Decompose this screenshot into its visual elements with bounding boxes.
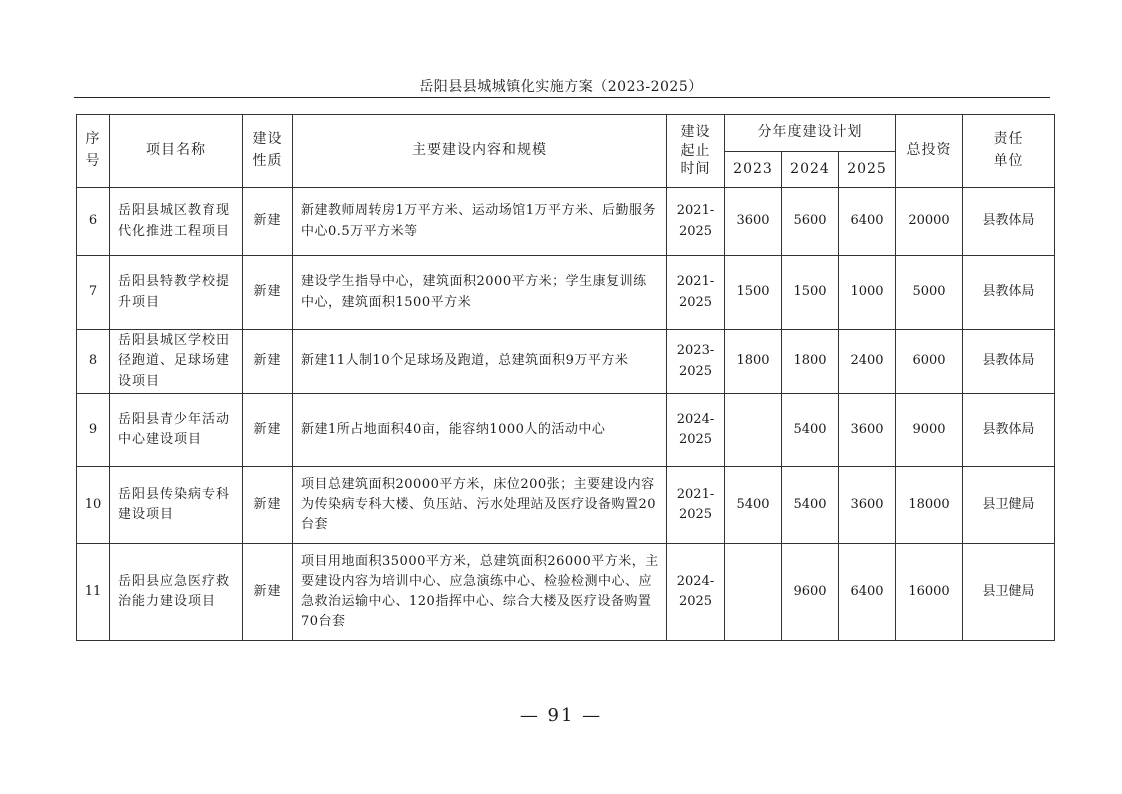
cell-content: 新建11人制10个足球场及跑道，总建筑面积9万平方米 (293, 330, 667, 394)
cell-2025: 3600 (839, 467, 896, 544)
cell-responsible-unit: 县教体局 (963, 256, 1055, 330)
table-header (77, 115, 1055, 188)
cell-2024: 1500 (782, 256, 839, 330)
header-index: 序 号 (77, 115, 110, 188)
header-year-2023: 2023 (725, 152, 782, 188)
cell-index: 7 (77, 256, 110, 330)
cell-2025: 3600 (839, 394, 896, 467)
header-total-investment: 总投资 (896, 115, 963, 188)
cell-responsible-unit: 县教体局 (963, 330, 1055, 394)
cell-period: 2021- 2025 (667, 256, 725, 330)
header-project-name: 项目名称 (110, 115, 243, 188)
cell-nature: 新建 (243, 330, 293, 394)
cell-nature: 新建 (243, 394, 293, 467)
cell-content: 项目用地面积35000平方米，总建筑面积26000平方米，主要建设内容为培训中心、应急演练中心、检验检测中心、应急救治运输中心、120指挥中心、综合大楼及医疗设备购置70台套 (293, 544, 667, 641)
cell-responsible-unit: 县教体局 (963, 394, 1055, 467)
cell-responsible-unit: 县卫健局 (963, 544, 1055, 641)
cell-content: 新建教师周转房1万平方米、运动场馆1万平方米、后勤服务中心0.5万平方米等 (293, 188, 667, 256)
cell-period: 2024- 2025 (667, 544, 725, 641)
header-year-2024: 2024 (782, 152, 839, 188)
cell-period: 2024- 2025 (667, 394, 725, 467)
table-row (77, 394, 1055, 467)
cell-2024: 1800 (782, 330, 839, 394)
page-number: — 91 — (519, 705, 603, 726)
cell-2025: 1000 (839, 256, 896, 330)
cell-period: 2021- 2025 (667, 467, 725, 544)
cell-2023 (725, 394, 782, 467)
cell-2024: 9600 (782, 544, 839, 641)
table-row (77, 544, 1055, 641)
header-annual-plan: 分年度建设计划 (725, 115, 896, 152)
cell-responsible-unit: 县卫健局 (963, 467, 1055, 544)
cell-2024: 5400 (782, 467, 839, 544)
cell-project-name: 岳阳县应急医疗救治能力建设项目 (110, 544, 243, 641)
table-row (77, 256, 1055, 330)
cell-2023: 3600 (725, 188, 782, 256)
cell-index: 9 (77, 394, 110, 467)
header-period: 建设 起止 时间 (667, 115, 725, 188)
cell-index: 8 (77, 330, 110, 394)
cell-index: 11 (77, 544, 110, 641)
cell-nature: 新建 (243, 188, 293, 256)
cell-2024: 5400 (782, 394, 839, 467)
cell-content: 新建1所占地面积40亩，能容纳1000人的活动中心 (293, 394, 667, 467)
cell-total-investment: 18000 (896, 467, 963, 544)
cell-2025: 6400 (839, 544, 896, 641)
cell-content: 建设学生指导中心，建筑面积2000平方米；学生康复训练中心，建筑面积1500平方米 (293, 256, 667, 330)
document-header-title: 岳阳县县城城镇化实施方案（2023-2025） (419, 79, 703, 95)
table-row (77, 188, 1055, 256)
cell-nature: 新建 (243, 544, 293, 641)
cell-project-name: 岳阳县青少年活动中心建设项目 (110, 394, 243, 467)
table-body (77, 188, 1055, 641)
cell-2023 (725, 544, 782, 641)
header-responsible-unit: 责任 单位 (963, 115, 1055, 188)
cell-project-name: 岳阳县城区教育现代化推进工程项目 (110, 188, 243, 256)
header-divider (74, 97, 1050, 98)
cell-index: 6 (77, 188, 110, 256)
cell-2024: 5600 (782, 188, 839, 256)
cell-project-name: 岳阳县特教学校提升项目 (110, 256, 243, 330)
cell-2023: 5400 (725, 467, 782, 544)
cell-total-investment: 9000 (896, 394, 963, 467)
cell-project-name: 岳阳县传染病专科建设项目 (110, 467, 243, 544)
table-row (77, 330, 1055, 394)
cell-total-investment: 16000 (896, 544, 963, 641)
cell-project-name: 岳阳县城区学校田径跑道、足球场建设项目 (110, 330, 243, 394)
header-year-2025: 2025 (839, 152, 896, 188)
cell-2023: 1800 (725, 330, 782, 394)
cell-2025: 6400 (839, 188, 896, 256)
project-plan-table (76, 114, 1055, 641)
cell-period: 2023- 2025 (667, 330, 725, 394)
cell-2023: 1500 (725, 256, 782, 330)
cell-nature: 新建 (243, 256, 293, 330)
cell-total-investment: 20000 (896, 188, 963, 256)
cell-responsible-unit: 县教体局 (963, 188, 1055, 256)
cell-2025: 2400 (839, 330, 896, 394)
header-nature: 建设 性质 (243, 115, 293, 188)
cell-content: 项目总建筑面积20000平方米，床位200张；主要建设内容为传染病专科大楼、负压站、污水处理站及医疗设备购置20台套 (293, 467, 667, 544)
cell-index: 10 (77, 467, 110, 544)
cell-nature: 新建 (243, 467, 293, 544)
cell-total-investment: 5000 (896, 256, 963, 330)
cell-period: 2021- 2025 (667, 188, 725, 256)
header-content: 主要建设内容和规模 (293, 115, 667, 188)
table-row (77, 467, 1055, 544)
cell-total-investment: 6000 (896, 330, 963, 394)
